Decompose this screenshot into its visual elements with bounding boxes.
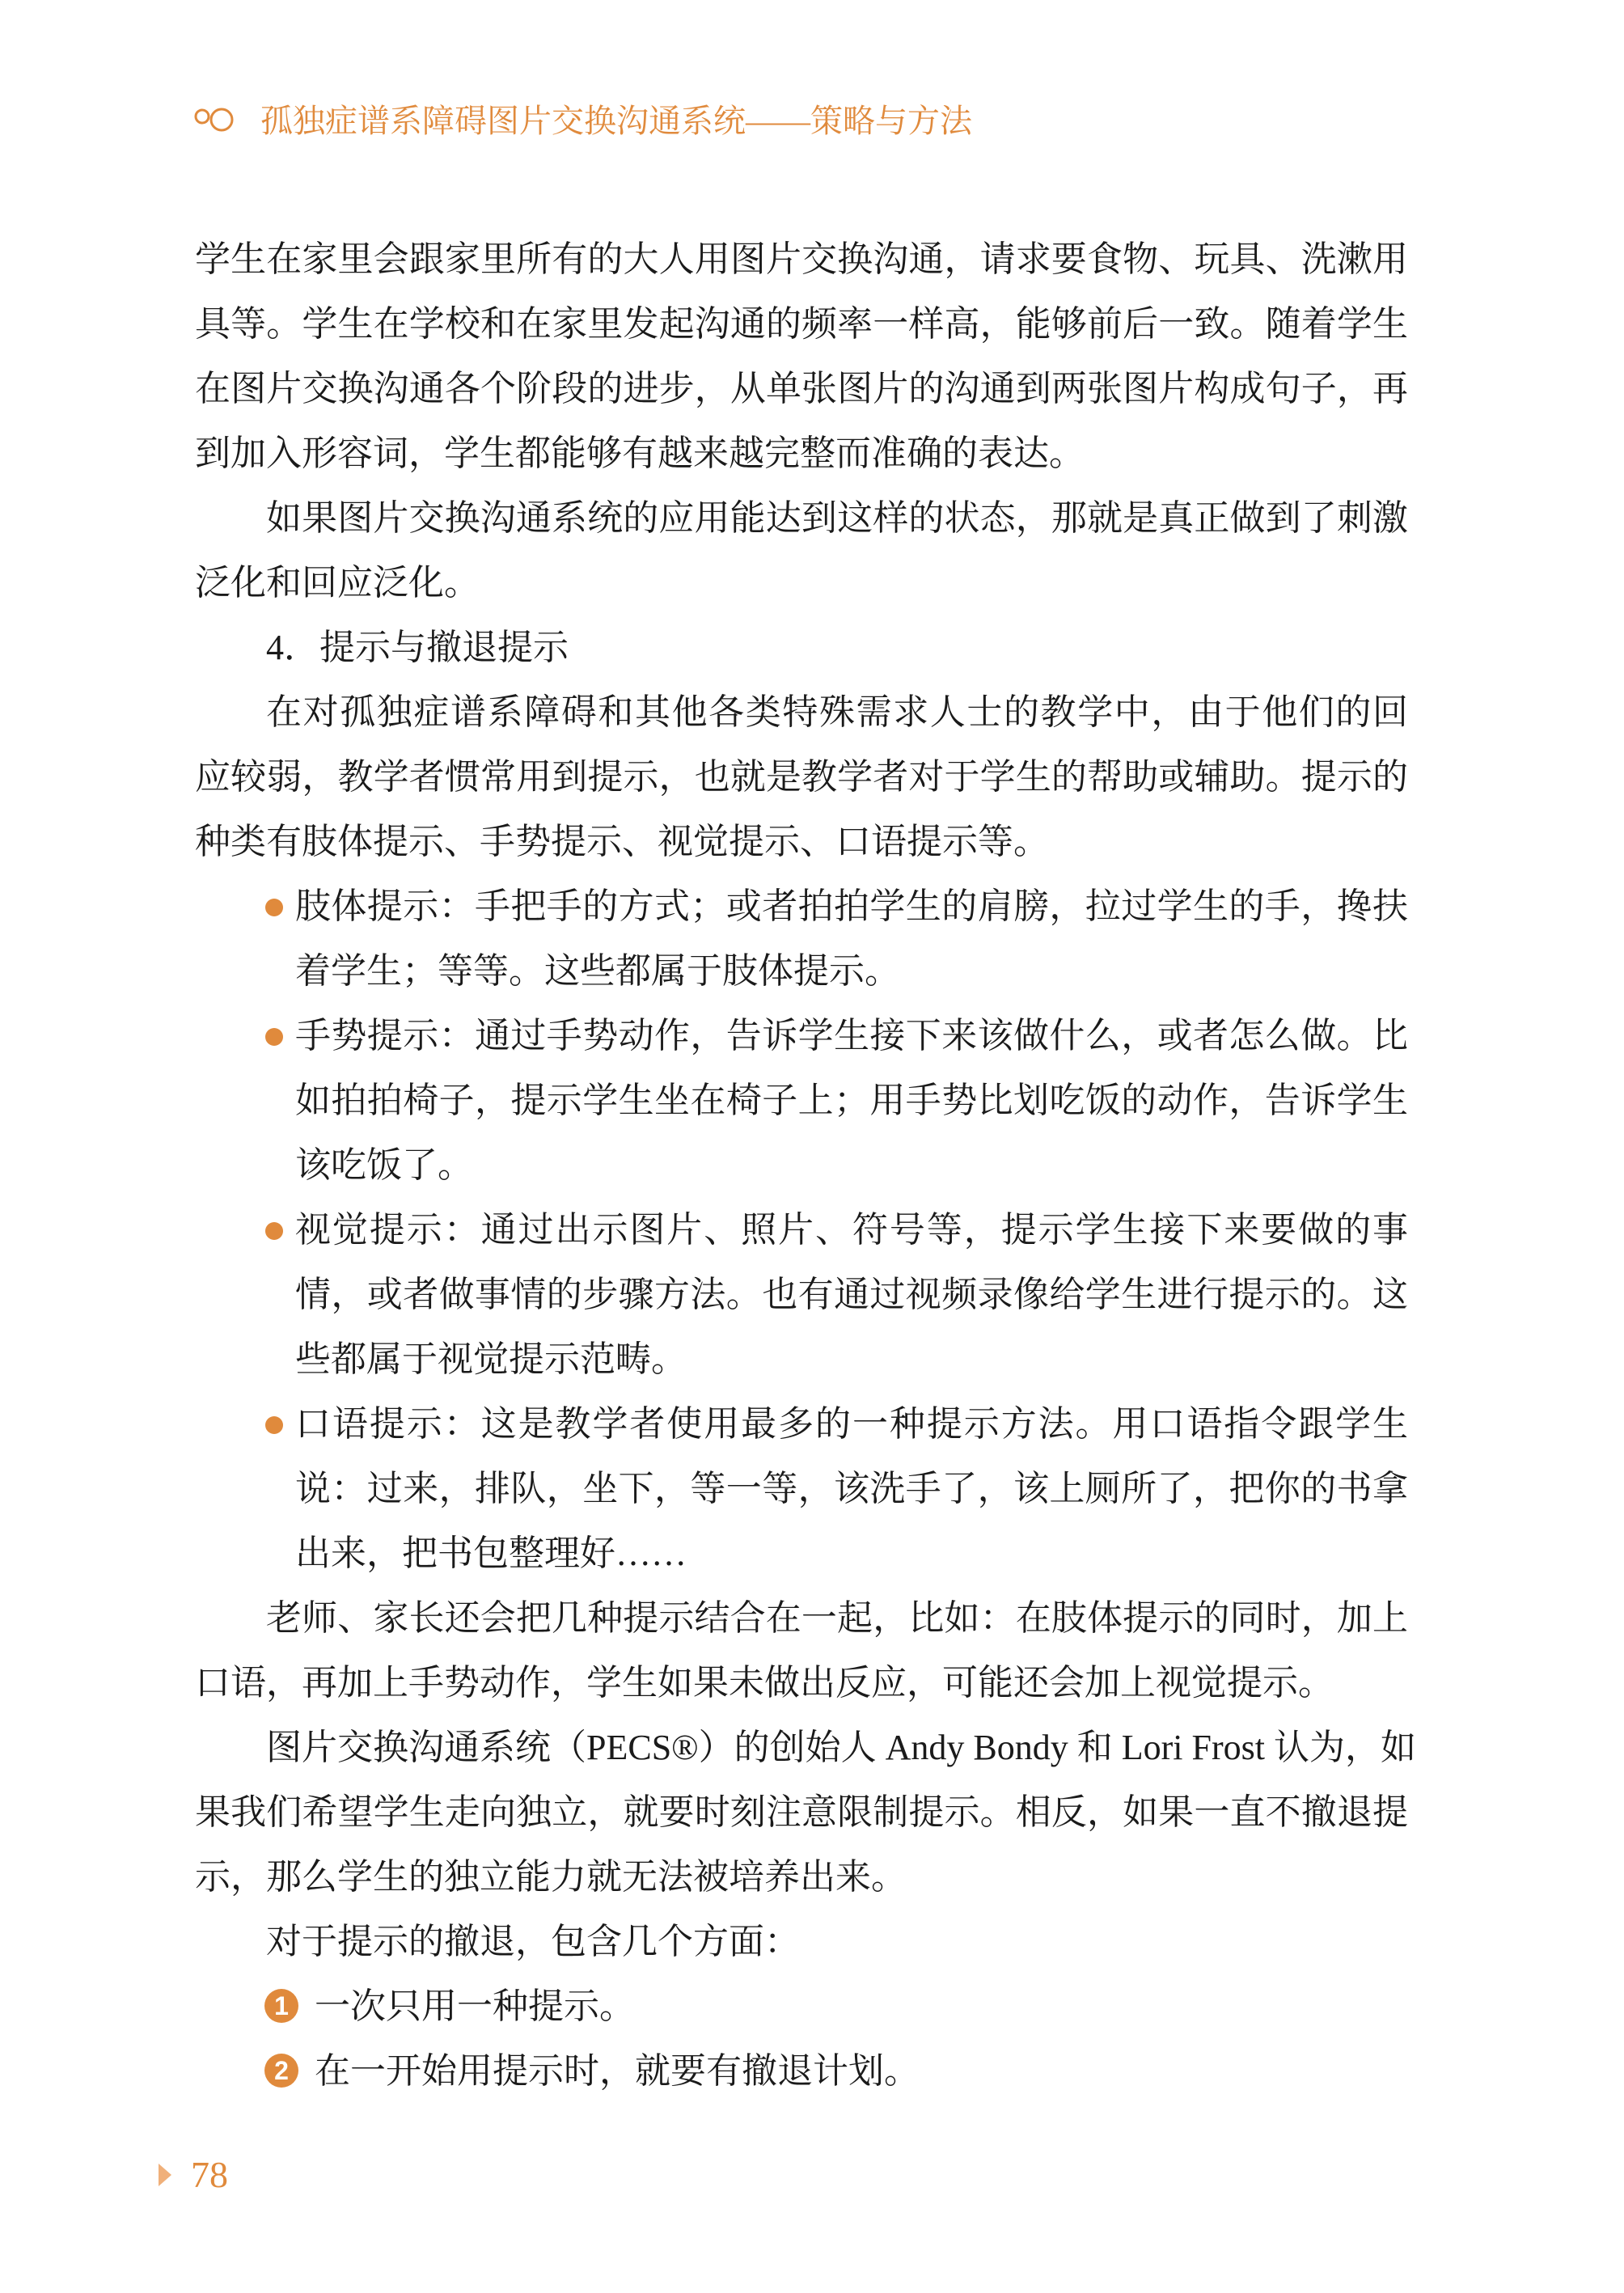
numbered-item xyxy=(195,2039,1408,2104)
text-line: 着学生；等等。这些都属于肢体提示。 xyxy=(295,951,900,991)
paragraph xyxy=(195,680,1408,874)
text-line: 口语，再加上手势动作，学生如果未做出反应，可能还会加上视觉提示。 xyxy=(195,1663,1334,1703)
text-line: 肢体提示：手把手的方式；或者拍拍学生的肩膀，拉过学生的手，搀扶 xyxy=(195,874,1408,939)
text-line xyxy=(195,1974,1408,2039)
text-line: 在对孤独症谱系障碍和其他各类特殊需求人士的教学中，由于他们的回 xyxy=(266,692,1408,732)
paragraph xyxy=(195,1716,1416,1910)
text-line: 示，那么学生的独立能力就无法被培养出来。 xyxy=(195,1857,907,1897)
text-line: 视觉提示：通过出示图片、照片、符号等，提示学生接下来要做的事 xyxy=(195,1198,1408,1263)
text-line: 如拍拍椅子，提示学生坐在椅子上；用手势比划吃饭的动作，告诉学生 xyxy=(295,1081,1408,1120)
paragraph xyxy=(195,616,1408,680)
text-line: 到加入形容词，学生都能够有越来越完整而准确的表达。 xyxy=(195,434,1085,473)
text-line: 些都属于视觉提示范畴。 xyxy=(295,1339,687,1379)
paragraph xyxy=(195,1586,1408,1716)
paragraph xyxy=(195,486,1408,616)
text-line: 学生在家里会跟家里所有的大人用图片交换沟通，请求要食物、玩具、洗漱用 xyxy=(195,239,1408,279)
text-line: 对于提示的撤退，包含几个方面： xyxy=(266,1922,800,1961)
text-line: 图片交换沟通系统（PECS®）的创始人 Andy Bondy 和 Lori Frost 认为，如 xyxy=(266,1728,1416,1767)
text-line: 果我们希望学生走向独立，就要时刻注意限制提示。相反，如果一直不撤退提 xyxy=(195,1792,1408,1832)
page-number xyxy=(159,2153,228,2196)
text-line: 种类有肢体提示、手势提示、视觉提示、口语提示等。 xyxy=(195,822,1049,861)
text-line xyxy=(195,2039,1408,2104)
text-line: 泛化和回应泛化。 xyxy=(195,563,480,603)
paragraph xyxy=(195,1910,1408,1974)
text-line: 情，或者做事情的步骤方法。也有通过视频录像给学生进行提示的。这 xyxy=(295,1275,1408,1314)
numbered-item-text: 在一开始用提示时，就要有撤退计划。 xyxy=(315,2051,920,2091)
running-header xyxy=(191,95,972,141)
text-line: 该吃饭了。 xyxy=(295,1145,473,1185)
text-line: 在图片交换沟通各个阶段的进步，从单张图片的沟通到两张图片构成句子，再 xyxy=(195,369,1408,408)
numbered-item-text: 一次只用一种提示。 xyxy=(315,1986,635,2026)
text-line: 说：过来，排队，坐下，等一等，该洗手了，该上厕所了，把你的书拿 xyxy=(295,1469,1408,1508)
text-line: 4．提示与撤退提示 xyxy=(266,628,569,667)
text-line: 具等。学生在学校和在家里发起沟通的频率一样高，能够前后一致。随着学生 xyxy=(195,304,1408,344)
bullet-item xyxy=(195,1198,1408,1392)
text-line: 如果图片交换沟通系统的应用能达到这样的状态，那就是真正做到了刺激 xyxy=(266,498,1408,538)
bullet-item xyxy=(195,1004,1408,1198)
text-line: 口语提示：这是教学者使用最多的一种提示方法。用口语指令跟学生 xyxy=(195,1392,1408,1457)
text-line: 应较弱，教学者惯常用到提示，也就是教学者对于学生的帮助或辅助。提示的 xyxy=(195,757,1408,797)
header-title: 孤独症谱系障碍图片交换沟通系统——策略与方法 xyxy=(260,102,972,139)
text-line: 出来，把书包整理好…… xyxy=(295,1534,687,1573)
text-line: 手势提示：通过手势动作，告诉学生接下来该做什么，或者怎么做。比 xyxy=(195,1004,1408,1068)
page-number-text: 78 xyxy=(191,2154,228,2195)
bullet-item xyxy=(195,874,1408,1004)
bullet-item xyxy=(195,1392,1408,1586)
number-badge-icon: 2 xyxy=(264,2054,298,2088)
number-badge-icon: 1 xyxy=(264,1989,298,2023)
header-ornament-icon xyxy=(191,102,239,134)
paragraph xyxy=(195,227,1408,486)
text-line: 老师、家长还会把几种提示结合在一起，比如：在肢体提示的同时，加上 xyxy=(266,1598,1408,1638)
numbered-item xyxy=(195,1974,1408,2039)
triangle-marker-icon xyxy=(159,2164,171,2186)
body-text xyxy=(195,227,1416,2104)
